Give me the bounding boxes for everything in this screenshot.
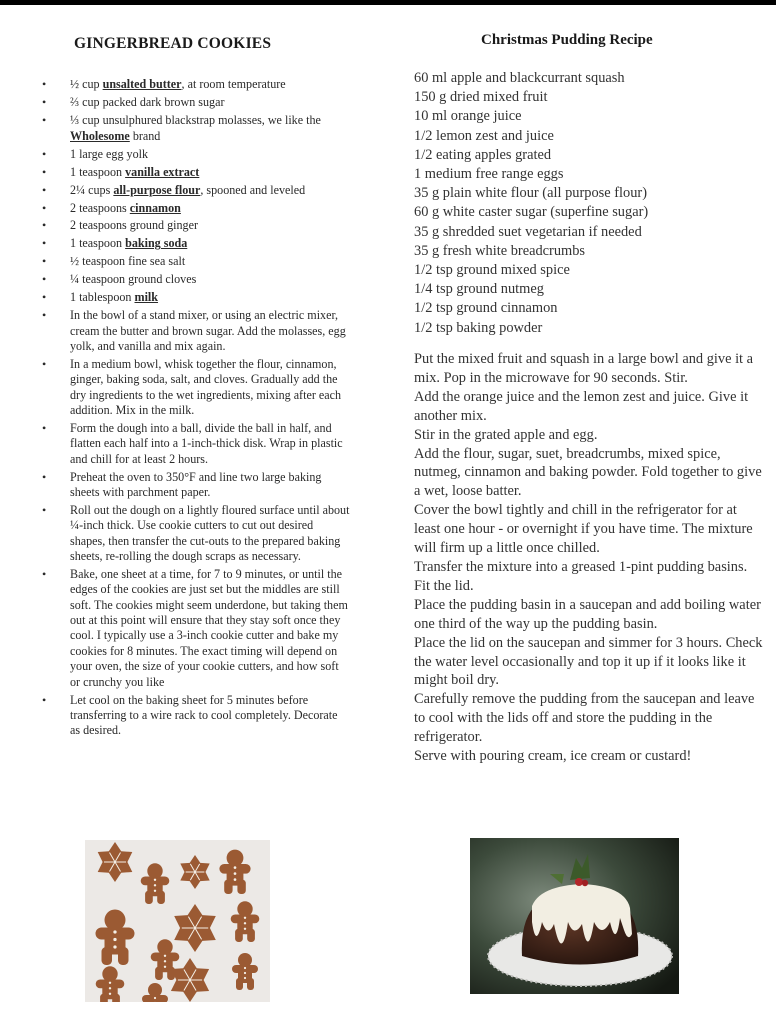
ingredient-link[interactable]: milk [134,290,159,305]
ingredient-text: ½ cup [70,77,103,91]
christmas-pudding-image [470,838,679,994]
gingerbread-cookies-image [85,840,270,1002]
icing-button [154,879,156,881]
icing-button [109,993,111,995]
pudding-step: Transfer the mixture into a greased 1-pint pudding basins. Fit the lid. [414,558,748,594]
gingerbread-man-icon [147,863,162,878]
bullet-icon: • [42,692,47,707]
ingredient-item [0,254,350,270]
icing-button [244,922,246,924]
pudding-ingredient: 35 g shredded suet vegetarian if needed [414,223,642,240]
icing-button [244,967,246,969]
gingerbread-man-leg [155,967,163,980]
pudding-illustration [470,838,679,994]
icing-button [154,997,156,999]
icing-button [113,938,116,941]
bullet-icon: • [42,236,47,251]
pudding-step: Add the flour, sugar, suet, breadcrumbs, mixed spice, nutmeg, cinnamon and baking powder. Fold together to give a wet, loose batter. [414,445,762,500]
bullet-icon: • [42,502,47,517]
icing-button [154,890,156,892]
ingredient-item [0,236,350,252]
ingredient-item [0,165,350,181]
gingerbread-list [0,77,350,741]
icing-button [164,966,166,968]
holly-berry-icon [575,878,583,886]
ingredient-link[interactable]: unsalted butter [102,77,182,91]
ingredient-text: ⅓ cup unsulphured blackstrap molasses, we like the [70,112,321,127]
pudding-ingredient: 1/4 tsp ground nutmeg [414,281,544,298]
pudding-step: Put the mixed fruit and squash in a large bowl and give it a mix. Pop in the microwave for 90 seconds. Stir. [414,351,754,386]
bullet-icon: • [42,112,47,127]
gingerbread-man-icon [105,910,126,931]
ingredient-text: ½ teaspoon fine sea salt [70,254,186,269]
bullet-icon: • [42,421,47,436]
instruction-step [0,421,350,467]
instruction-text: In a medium bowl, whisk together the flour, cinnamon, ginger, baking soda, salt, and cloves. Gradually add the dry ingredients to the wet ingredients, mixing after each addition. Mix in the milk. [70,357,342,418]
pudding-step: Place the pudding basin in a saucepan and add boiling water one third of the way up the pudding basin. [414,596,761,632]
instruction-text: Form the dough into a ball, divide the ball in half, and flatten each half into a 1-inch-thick disk. Wrap in plastic and chill for at least 2 hours. [70,421,343,466]
pudding-ingredient: 1/2 tsp baking powder [414,319,543,336]
ingredient-item [0,77,350,93]
ingredient-text-suffix: , spooned and leveled [200,182,306,197]
ingredient-text: 2 teaspoons [70,200,130,215]
bullet-icon: • [42,272,47,287]
bullet-icon: • [42,308,47,323]
ingredient-text: 1 teaspoon [70,164,126,179]
bullet-icon: • [42,566,47,581]
icing-button [154,884,156,886]
ingredient-link[interactable]: vanilla extract [125,164,200,179]
instruction-step [0,503,350,565]
instruction-text: Roll out the dough on a lightly floured surface until about ¼-inch thick. Use cookie cutters to cut out desired shapes, then transfer the cut-outs to the prepared baking sheets, re-rolling the dough scraps as necessary. [70,502,350,564]
pudding-ingredient: 60 g white caster sugar (superfine sugar) [414,204,649,221]
ingredient-text: ⅔ cup packed dark brown sugar [70,94,225,109]
pudding-method [414,350,764,766]
pudding-step: Place the lid on the saucepan and simmer for 3 hours. Check the water level occasionally and top it up if it looks like it might boil dry. [414,634,763,689]
ingredient-item [0,95,350,111]
ingredient-text: 1 large egg yolk [70,146,149,161]
gingerbread-man-leg [237,880,245,894]
instruction-step [0,308,350,354]
instruction-text: Bake, one sheet at a time, for 7 to 9 minutes, or until the edges of the cookies are just set but the middles are still soft. The cookies might seem underdone, but taking them out at this point will ensure that they stay soft once they cool. I typically use a 3-inch cookie cutter and bake my cookies for 8 minutes. The exact timing will depend on your oven, the size of your cookie cutters, and how soft or crunchy you like [70,566,348,689]
ingredient-text: 1 teaspoon [70,236,126,251]
bullet-icon: • [42,357,47,372]
bullet-icon: • [42,94,47,109]
ingredient-item [0,290,350,306]
pudding-ingredient: 1 medium free range eggs [414,166,564,183]
pudding-ingredient: 10 ml orange juice [414,108,522,125]
pudding-ingredient: 35 g fresh white breadcrumbs [414,242,586,259]
bullet-icon: • [42,200,47,215]
icing-button [244,928,246,930]
pudding-ingredient: 150 g dried mixed fruit [414,89,548,106]
gingerbread-man-icon [238,953,252,967]
gingerbread-man-leg [145,891,153,904]
pudding-step: Cover the bowl tightly and chill in the refrigerator for at least one hour - or overnight if you have time. The mixture will firm up a little once chilled. [414,502,753,557]
ingredient-text: 2¼ cups [70,182,114,197]
pudding-step: Add the orange juice and the lemon zest and juice. Give it another mix. [414,388,749,424]
bullet-icon: • [42,290,47,305]
pudding-title: Christmas Pudding Recipe [481,32,653,48]
instruction-step [0,357,350,419]
ingredient-item [0,113,350,144]
gingerbread-man-leg [118,947,129,965]
icing-button [244,917,246,919]
icing-button [109,987,111,989]
ingredient-item [0,218,350,234]
instruction-text: Let cool on the baking sheet for 5 minutes before transferring to a wire rack to cool completely. Decorate as desired. [70,692,338,738]
icing-button [113,930,116,933]
icing-button [113,945,116,948]
bullet-icon: • [42,254,47,269]
bullet-icon: • [42,218,47,233]
pudding-ingredient: 1/2 lemon zest and juice [414,127,554,144]
ingredient-item [0,201,350,217]
pudding-step: Serve with pouring cream, ice cream or custard! [414,748,692,765]
gingerbread-man-leg [112,994,120,1002]
bullet-icon: • [42,146,47,161]
icing-button [234,866,237,869]
gingerbread-man-icon [237,901,252,916]
icing-button [234,878,237,881]
ingredient-text: 2 teaspoons ground ginger [70,218,198,233]
pudding-ingredient: 1/2 tsp ground cinnamon [414,300,558,317]
pudding-step: Stir in the grated apple and egg. [414,426,598,443]
instruction-text: Preheat the oven to 350°F and line two large baking sheets with parchment paper. [70,469,322,500]
ingredient-item [0,147,350,163]
ingredient-item [0,272,350,288]
cookies-illustration [85,840,270,1002]
icing-button [109,982,111,984]
ingredient-link[interactable]: all-purpose flour [113,182,201,197]
ingredient-text: 1 tablespoon [70,290,135,305]
pudding-ingredient: 35 g plain white flour (all purpose flour) [414,185,647,202]
gingerbread-man-icon [157,939,172,954]
gingerbread-man-leg [224,880,232,894]
instruction-step [0,693,350,739]
gingerbread-man-leg [157,891,165,904]
ingredient-link[interactable]: Wholesome [70,128,130,143]
bullet-icon: • [42,182,47,197]
bullet-icon: • [42,77,47,91]
icing-button [244,972,246,974]
pudding-ingredient: 1/2 eating apples grated [414,146,552,163]
ingredient-text-suffix: , at room temperature [181,77,286,91]
bullet-icon: • [42,469,47,484]
gingerbread-title: GINGERBREAD COOKIES [74,35,272,52]
gingerbread-man-icon [102,966,117,981]
gingerbread-man-leg [247,929,255,942]
top-border [0,0,776,5]
instruction-step [0,470,350,501]
gingerbread-man-leg [236,978,243,990]
ingredient-text-suffix: brand [129,128,161,143]
ingredient-link[interactable]: baking soda [125,236,188,251]
gingerbread-man-leg [102,947,113,965]
pudding-step: Carefully remove the pudding from the saucepan and leave to cool with the lids off and store the pudding in the refrigerator. [414,691,755,746]
icing-button [234,872,237,875]
bullet-icon: • [42,164,47,179]
pudding-ingredients [414,69,648,338]
gingerbread-man-leg [235,929,243,942]
icing-button [164,955,166,957]
gingerbread-man-icon [148,983,162,997]
holly-berry-icon [582,880,588,886]
gingerbread-man-leg [247,978,254,990]
pudding-ingredient: 1/2 tsp ground mixed spice [414,262,570,279]
gingerbread-man-icon [227,850,244,867]
ingredient-text: ¼ teaspoon ground cloves [70,272,197,287]
icing-button [244,977,246,979]
ingredient-link[interactable]: cinnamon [129,200,181,215]
icing-button [164,960,166,962]
pudding-ingredient: 60 ml apple and blackcurrant squash [414,70,625,86]
instruction-text: In the bowl of a stand mixer, or using an electric mixer, cream the butter and brown sugar. Add the molasses, egg yolk, and vanilla and mix again. [70,308,346,354]
instruction-step [0,567,350,690]
ingredient-item [0,183,350,199]
gingerbread-man-leg [100,994,108,1002]
